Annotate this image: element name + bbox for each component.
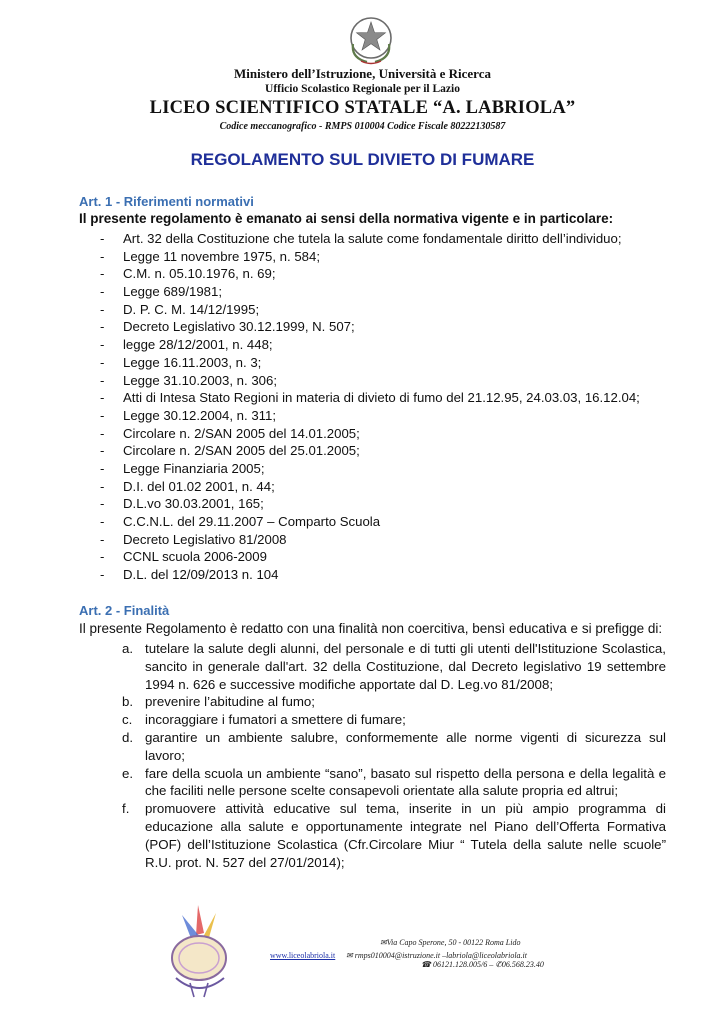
reference-text: Decreto Legislativo 81/2008: [123, 531, 287, 547]
list-item: [100, 460, 640, 478]
list-item: [100, 283, 640, 301]
reference-text: Legge 31.10.2003, n. 306;: [123, 372, 277, 388]
reference-text: Circolare n. 2/SAN 2005 del 25.01.2005;: [123, 443, 360, 459]
list-item: [100, 248, 640, 266]
goal-text: tutelare la salute degli alunni, del personale e di tutti gli utenti dell'Istituzione Scolastica, sancito in generale dall'art. 32 della Costituzione, dal Decreto legislativo 19 settembre 1994 n. 626 e successive modifiche apportate dal D. Leg.vo 81/2008;: [145, 641, 666, 692]
footer-phone: ☎ 06121.128.005/6 – ✆06.568.23.40: [421, 960, 544, 969]
reference-text: Decreto Legislativo 30.12.1999, N. 507;: [123, 319, 355, 335]
dash-bullet: -: [100, 514, 105, 529]
dash-bullet: -: [100, 531, 105, 547]
art1-references-list: [100, 230, 640, 584]
reference-text: legge 28/12/2001, n. 448;: [123, 337, 273, 353]
dash-bullet: -: [100, 301, 105, 317]
footer-website-link[interactable]: www.liceolabriola.it: [270, 951, 336, 960]
dash-bullet: -: [100, 337, 105, 353]
dash-bullet: -: [100, 319, 105, 335]
art1-intro: Il presente regolamento è emanato ai sensi della normativa vigente e in particolare:: [79, 211, 614, 226]
reference-text: Circolare n. 2/SAN 2005 del 14.01.2005;: [123, 425, 360, 441]
list-marker: c.: [122, 712, 133, 728]
list-item: [100, 372, 640, 390]
goal-text: garantire un ambiente salubre, conformemente alle norme vigenti di sicurezza sul lavoro;: [145, 729, 666, 763]
list-item: [122, 711, 666, 729]
list-item: [100, 389, 640, 407]
art1-heading: Art. 1 - Riferimenti normativi: [79, 194, 254, 209]
reference-text: Legge 30.12.2004, n. 311;: [123, 407, 277, 423]
art2-goals-list: [122, 640, 666, 871]
dash-bullet: -: [100, 567, 105, 583]
reference-text: D. P. C. M. 14/12/1995;: [123, 301, 260, 317]
dash-bullet: -: [100, 284, 105, 300]
list-marker: f.: [122, 801, 130, 817]
list-item: [122, 640, 666, 693]
list-marker: a.: [122, 641, 134, 656]
dash-bullet: -: [100, 443, 105, 459]
list-item: [100, 265, 640, 283]
dash-bullet: -: [100, 354, 105, 370]
footer-email[interactable]: ✉ rmps01000​4@istruzione.it –labriola@liceolabriola.it: [346, 951, 527, 960]
dash-bullet: -: [100, 390, 105, 406]
reference-text: Atti di Intesa Stato Regioni in materia di divieto di fumo del 21.12.95, 24.03.03, 16.12.04;: [123, 390, 640, 406]
list-marker: b.: [122, 694, 134, 710]
list-marker: e.: [122, 765, 134, 781]
list-item: [100, 336, 640, 354]
dash-bullet: -: [100, 478, 105, 494]
reference-text: D.I. del 01.02 2001, n. 44;: [123, 478, 275, 494]
dash-bullet: -: [100, 496, 105, 512]
list-item: [100, 318, 640, 336]
school-name: LICEO SCIENTIFICO STATALE “A. LABRIOLA”: [149, 98, 576, 118]
reference-text: C.C.N.L. del 29.11.2007 – Comparto Scuola: [123, 514, 381, 529]
reference-text: D.L. del 12/09/2013 n. 104: [123, 567, 279, 583]
dash-bullet: -: [100, 248, 105, 264]
school-codes: Codice meccanografico - RMPS 010004 Codice Fiscale 80222130587: [219, 121, 506, 132]
list-item: [100, 354, 640, 372]
reference-text: Legge 11 novembre 1975, n. 584;: [123, 248, 320, 264]
dash-bullet: -: [100, 549, 105, 565]
list-item: [122, 800, 666, 871]
goal-text: incoraggiare i fumatori a smettere di fumare;: [145, 712, 406, 728]
dash-bullet: -: [100, 372, 105, 388]
list-item: [100, 478, 640, 496]
list-item: [122, 729, 666, 765]
list-item: [100, 548, 640, 566]
dash-bullet: -: [100, 425, 105, 441]
ministry-heading: Ministero dell’Istruzione, Università e Ricerca: [234, 66, 491, 81]
document-title: REGOLAMENTO SUL DIVIETO DI FUMARE: [190, 150, 535, 169]
office-heading: Ufficio Scolastico Regionale per il Lazio: [265, 83, 460, 95]
goal-text: prevenire l’abitudine al fumo;: [145, 694, 316, 710]
list-item: [100, 513, 640, 531]
reference-text: Legge Finanziaria 2005;: [123, 460, 265, 476]
school-logo-icon: [168, 903, 230, 998]
list-item: [100, 407, 640, 425]
list-item: [100, 531, 640, 549]
reference-text: Legge 16.11.2003, n. 3;: [123, 354, 262, 370]
list-item: [100, 425, 640, 443]
goal-text: promuovere attività educative sul tema, inserite in un più ampio programma di educazione alla salute e opportunamente integrate nel Piano dell’Offerta Formativa (POF) dell’Istituzione Scolastica (Cfr.Circolare Miur “ Tutela della salute nelle scuole” R.U. prot. N. 527 del 27/01/2014);: [145, 801, 666, 870]
dash-bullet: -: [100, 231, 105, 246]
dash-bullet: -: [100, 266, 105, 282]
list-item: [100, 566, 640, 584]
list-item: [100, 442, 640, 460]
reference-text: Art. 32 della Costituzione che tutela la salute come fondamentale diritto dell’individuo;: [123, 231, 622, 246]
list-item: [100, 301, 640, 319]
list-item: [100, 495, 640, 513]
reference-text: C.M. n. 05.10.1976, n. 69;: [123, 266, 276, 282]
dash-bullet: -: [100, 460, 105, 476]
list-marker: d.: [122, 729, 134, 745]
list-item: [100, 230, 640, 248]
reference-text: D.L.vo 30.03.2001, 165;: [123, 496, 264, 512]
art2-intro: Il presente Regolamento è redatto con una finalità non coercitiva, bensì educativa e si prefigge di:: [79, 621, 663, 636]
republic-emblem-icon: [347, 14, 395, 66]
footer-address: ✉Via Capo Sperone, 50 - 00122 Roma Lido: [380, 938, 521, 947]
reference-text: Legge 689/1981;: [123, 284, 223, 300]
list-item: [122, 765, 666, 801]
list-item: [122, 693, 666, 711]
art2-heading: Art. 2 - Finalità: [79, 603, 170, 618]
reference-text: CCNL scuola 2006-2009: [123, 549, 267, 565]
dash-bullet: -: [100, 407, 105, 423]
goal-text: fare della scuola un ambiente “sano”, basato sul rispetto della persona e della legalità e che faciliti nelle persone scelte consapevoli orientate alla salute propria ed altrui;: [145, 765, 666, 799]
